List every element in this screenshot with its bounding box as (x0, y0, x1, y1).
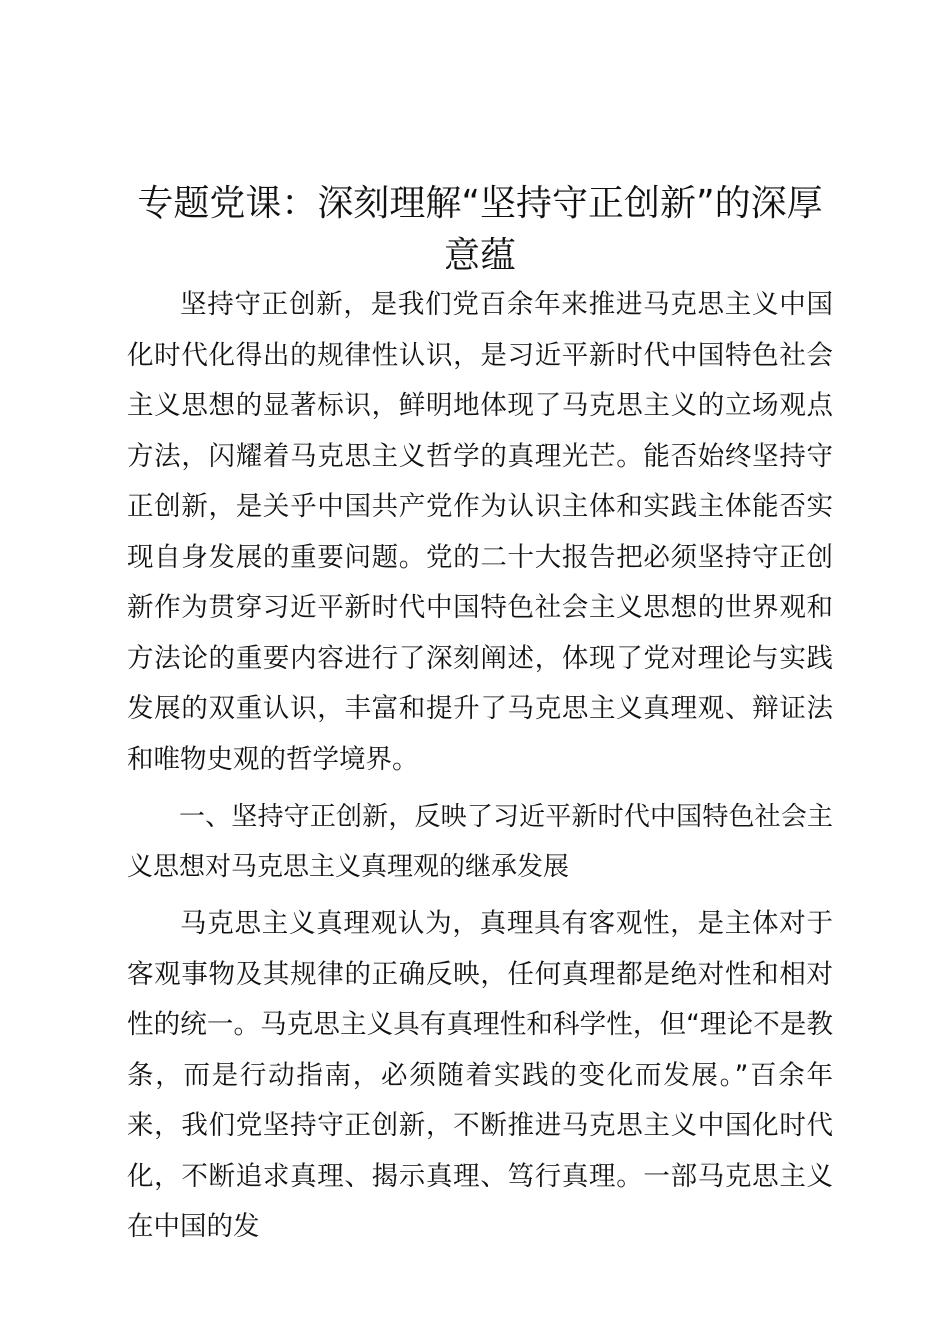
section-heading: 一、坚持守正创新，反映了习近平新时代中国特色社会主义思想对马克思主义真理观的继承发展 (127, 802, 833, 882)
document-body (127, 280, 833, 1253)
intro-paragraph: 坚持守正创新，是我们党百余年来推进马克思主义中国化时代化得出的规律性认识，是习近平新时代中国特色社会主义思想的显著标识，鲜明地体现了马克思主义的立场观点方法，闪耀着马克思主义哲学的真理光芒。能否始终坚持守正创新，是关乎中国共产党作为认识主体和实践主体能否实现自身发展的重要问题。党的二十大报告把必须坚持守正创新作为贯穿习近平新时代中国特色社会主义思想的世界观和方法论的重要内容进行了深刻阐述，体现了党对理论与实践发展的双重认识，丰富和提升了马克思主义真理观、辩证法和唯物史观的哲学境界。 (127, 289, 833, 775)
body-paragraph: 马克思主义真理观认为，真理具有客观性，是主体对于客观事物及其规律的正确反映，任何真理都是绝对性和相对性的统一。马克思主义具有真理性和科学性，但“理论不是教条，而是行动指南，必须随着实践的变化而发展。”百余年来，我们党坚持守正创新，不断推进马克思主义中国化时代化，不断追求真理、揭示真理、笃行真理。一部马克思主义在中国的发 (127, 908, 833, 1242)
document-title: 专题党课：深刻理解“坚持守正创新”的深厚意蕴 (137, 183, 823, 276)
